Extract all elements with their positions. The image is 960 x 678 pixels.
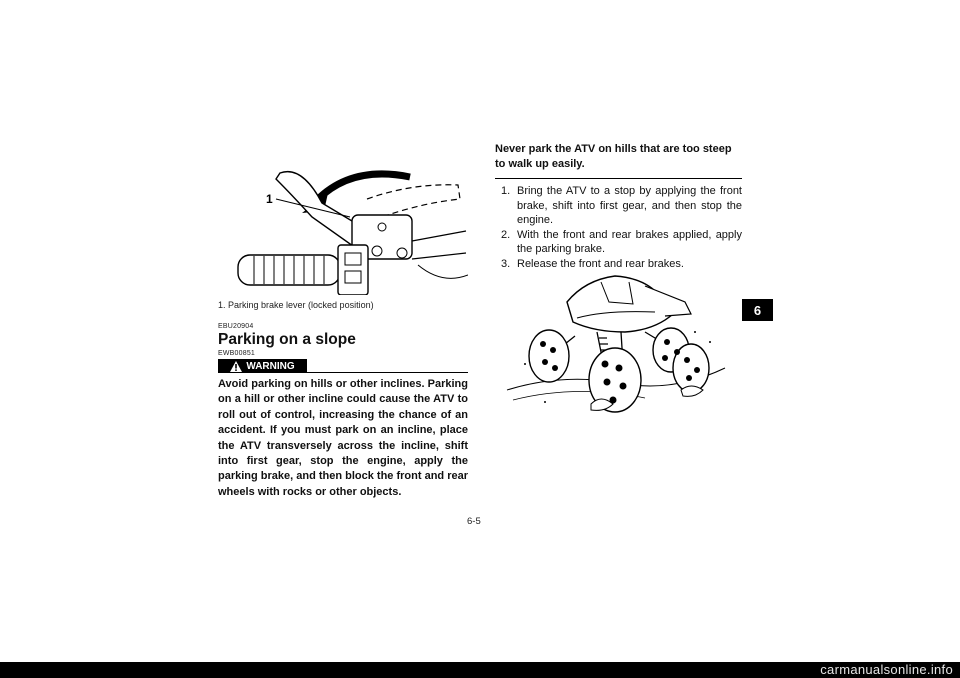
step-number: 1. bbox=[501, 185, 511, 197]
warning-triangle-icon bbox=[230, 361, 242, 372]
warning-end-rule bbox=[495, 178, 742, 179]
section-heading: Parking on a slope bbox=[218, 331, 356, 348]
step-text: Bring the ATV to a stop by applying the front brake, shift into first gear, and then stop the engine. bbox=[517, 185, 742, 227]
list-item bbox=[495, 184, 742, 228]
atv-wheel-block-illustration bbox=[505, 272, 727, 420]
callout-number: 1 bbox=[266, 192, 273, 206]
warning-badge bbox=[218, 359, 307, 373]
warning-label: WARNING bbox=[246, 360, 295, 372]
steep-hill-warning: Never park the ATV on hills that are too steep to walk up easily. bbox=[495, 143, 732, 170]
chapter-tab: 6 bbox=[742, 299, 773, 321]
parking-steps-list bbox=[495, 184, 742, 272]
warning-code: EWB00851 bbox=[218, 350, 256, 357]
step-text: Release the front and rear brakes. bbox=[517, 257, 684, 270]
figure-caption: 1. Parking brake lever (locked position) bbox=[218, 300, 374, 310]
watermark-text: carmanualsonline.info bbox=[820, 662, 953, 677]
watermark-bar bbox=[0, 662, 960, 678]
warning-header bbox=[218, 359, 468, 373]
list-item bbox=[495, 228, 742, 257]
step-number: 3. bbox=[501, 257, 511, 270]
warning-body: Avoid parking on hills or other inclines. Parking on a hill or other incline could cause the ATV to roll out of control, increasing the chance of an accident. If you must park on an incline, place the ATV transversely across the incline, shift into first gear, stop the engine, apply the parking brake, and then block the front and rear wheels with rocks or other objects. bbox=[218, 378, 468, 498]
page-number: 6-5 bbox=[467, 516, 481, 527]
list-item bbox=[495, 257, 742, 272]
step-number: 2. bbox=[501, 228, 511, 241]
step-text: With the front and rear brakes applied, apply the parking brake. bbox=[517, 228, 742, 256]
section-code: EBU20904 bbox=[218, 323, 254, 330]
warning-rule bbox=[307, 372, 468, 373]
parking-brake-lever-illustration bbox=[232, 155, 468, 295]
